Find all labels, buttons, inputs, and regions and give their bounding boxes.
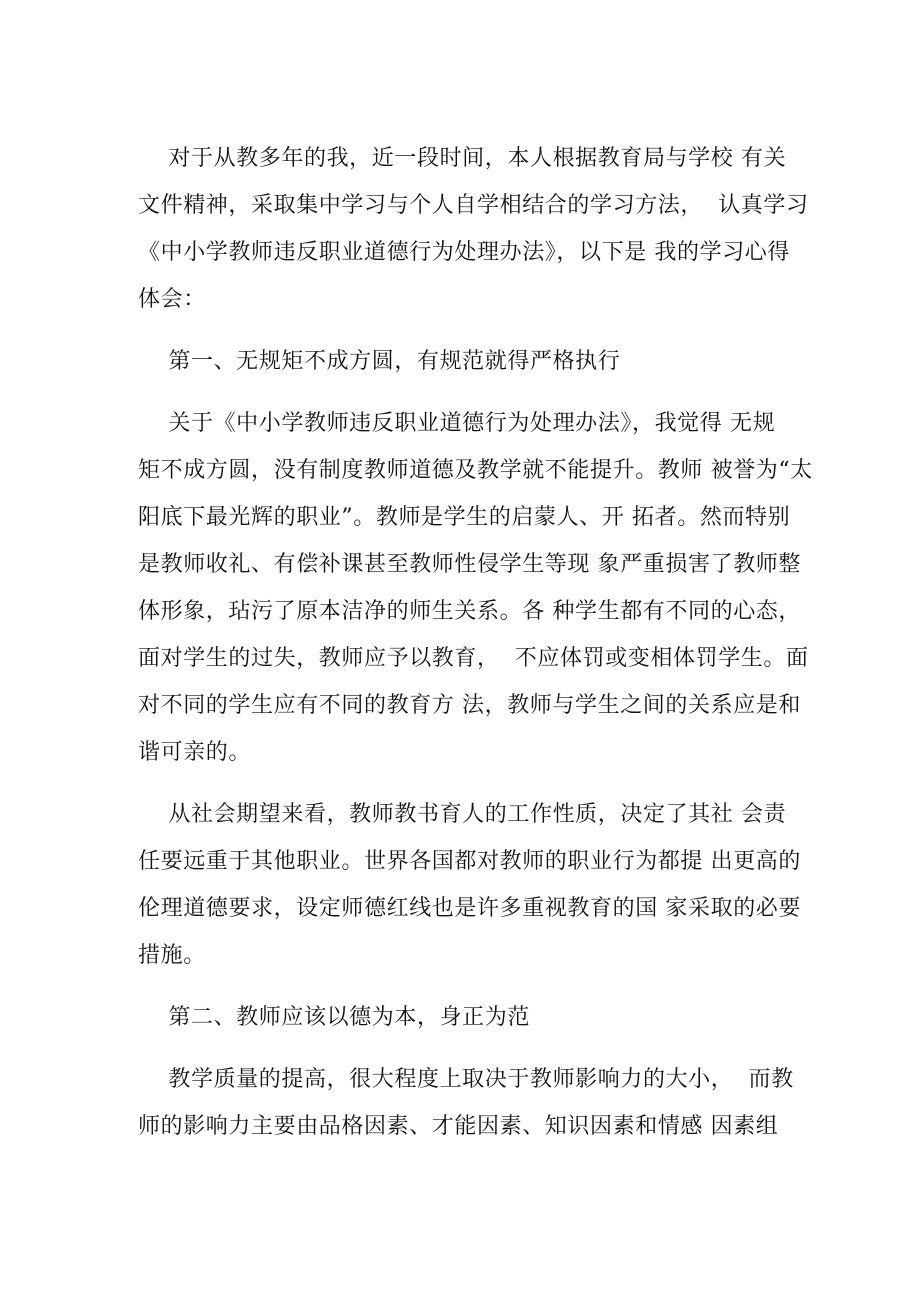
paragraph-3-line-3: 伦理道德要求，设定师德红线也是许多重视教育的国 家采取的必要	[138, 896, 801, 921]
paragraph-1-line-3: 《中小学教师违反职业道德行为处理办法》，以下是 我的学习心得	[138, 240, 790, 265]
paragraph-2-line-3: 阳底下最光辉的职业”。教师是学生的启蒙人、开 拓者。然而特别	[138, 505, 791, 530]
paragraph-2-line-8: 谐可亲的。	[138, 740, 252, 765]
paragraph-3-line-2: 任要远重于其他职业。世界各国都对教师的职业行为都提 出更高的	[138, 849, 801, 874]
paragraph-3-line-1: 从社会期望来看，教师教书育人的工作性质，决定了其社 会责	[138, 802, 787, 827]
paragraph-4-line-1: 教学质量的提高，很大程度上取决于教师影响力的大小， 而教	[138, 1067, 794, 1092]
paragraph-2-line-6: 面对学生的过失，教师应予以教育， 不应体罚或变相体罚学生。面	[138, 646, 809, 671]
paragraph-3-line-4: 措施。	[138, 943, 206, 968]
paragraph-1-line-1: 对于从教多年的我，近一段时间，本人根据教育局与学校 有关	[138, 146, 787, 171]
paragraph-2-line-1: 关于《中小学教师违反职业道德行为处理办法》，我觉得 无规	[138, 411, 776, 436]
section-heading-2: 第二、教师应该以德为本，身正为范	[138, 1005, 530, 1030]
paragraph-1-line-2: 文件精神，采取集中学习与个人自学相结合的学习方法， 认真学习	[138, 193, 809, 218]
paragraph-2-line-2: 矩不成方圆，没有制度教师道德及教学就不能提升。教师 被誉为“太	[138, 458, 813, 483]
paragraph-2-line-5: 体形象，玷污了原本洁净的师生关系。各 种学生都有不同的心态，	[138, 599, 801, 624]
paragraph-4-line-2: 师的影响力主要由品格因素、才能因素、知识因素和情感 因素组	[138, 1114, 779, 1139]
paragraph-2-line-4: 是教师收礼、有偿补课甚至教师性侵学生等现 象严重损害了教师整	[138, 552, 801, 577]
paragraph-2-line-7: 对不同的学生应有不同的教育方 法，教师与学生之间的关系应是和	[138, 693, 801, 718]
section-heading-1: 第一、无规矩不成方圆，有规范就得严格执行	[138, 349, 621, 374]
paragraph-1-line-4: 体会：	[138, 287, 206, 312]
